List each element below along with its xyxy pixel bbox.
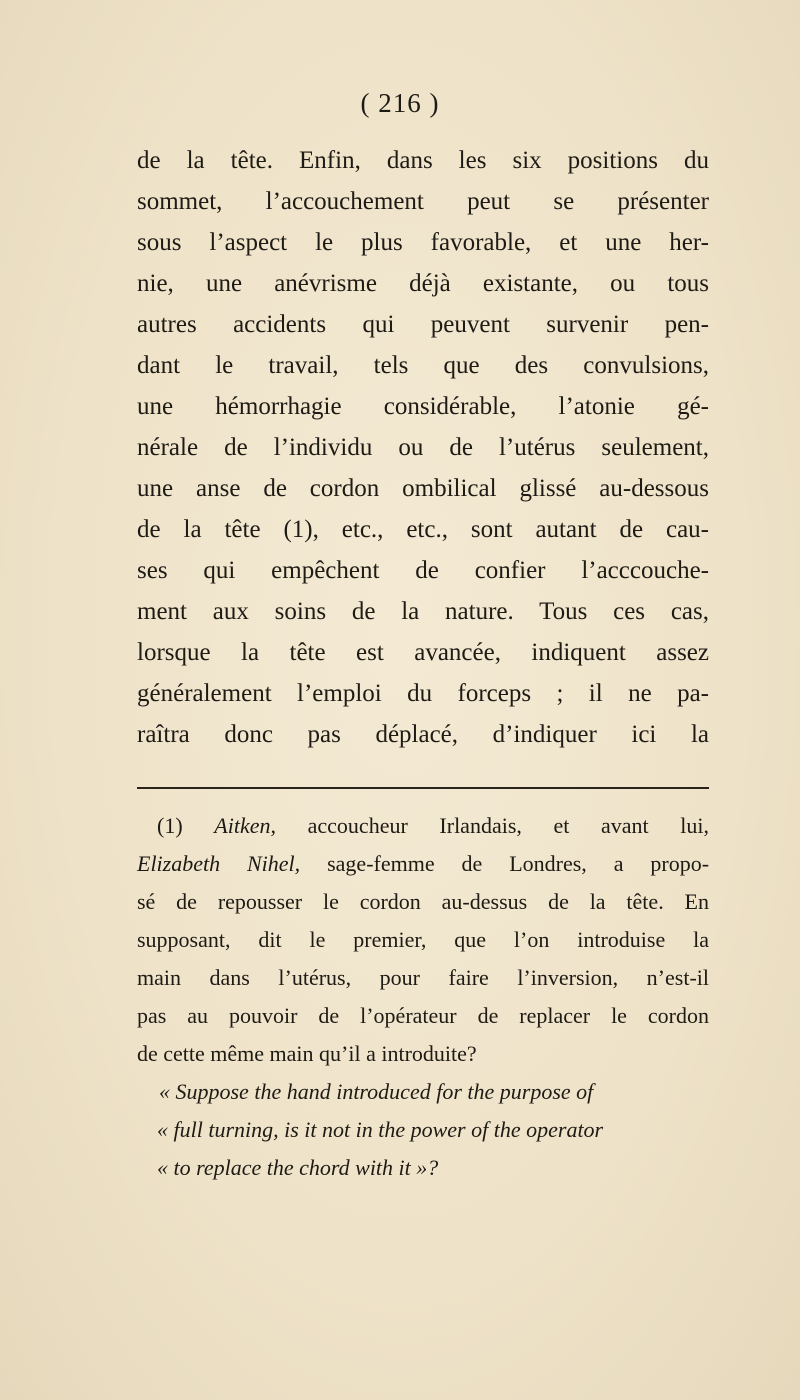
- footnote-line: de cette même main qu’il a introduite?: [137, 1041, 477, 1066]
- text-line: une hémorrhagie considérable, l’atonie gé-: [137, 393, 709, 420]
- text-line: nérale de l’individu ou de l’utérus seulement,: [137, 434, 709, 461]
- text-line: ment aux soins de la nature. Tous ces cas,: [137, 598, 709, 625]
- text-line: de la tête (1), etc., etc., sont autant de cau-: [137, 516, 709, 543]
- text-line: lorsque la tête est avancée, indiquent assez: [137, 639, 709, 666]
- text-line: autres accidents qui peuvent survenir pen-: [137, 311, 709, 338]
- text-line: nie, une anévrisme déjà existante, ou tous: [137, 270, 709, 297]
- footnote-author: Aitken,: [214, 813, 276, 838]
- text-line: une anse de cordon ombilical glissé au-dessous: [137, 475, 709, 502]
- text-line: sous l’aspect le plus favorable, et une her-: [137, 229, 709, 256]
- footnote-text: accoucheur Irlandais, et avant lui,: [307, 813, 710, 838]
- footnote-line: sé de repousser le cordon au-dessus de la tête. En: [137, 889, 709, 914]
- text-line: raîtra donc pas déplacé, d’indiquer ici la: [137, 721, 709, 748]
- page-number: ( 216 ): [360, 88, 440, 118]
- footnote-block: [137, 807, 709, 1187]
- footnote-author: Elizabeth Nihel,: [137, 851, 301, 876]
- footnote-marker: (1): [157, 813, 183, 838]
- footnote-divider: [137, 787, 709, 789]
- footnote-line: supposant, dit le premier, que l’on introduise la: [137, 927, 709, 952]
- text-line: sommet, l’accouchement peut se présenter: [137, 188, 709, 215]
- footnote-line: pas au pouvoir de l’opérateur de replacer le cordon: [137, 1003, 709, 1028]
- footnote-quote-line: « Suppose the hand introduced for the purpose of: [159, 1079, 594, 1104]
- footnote-line: [137, 807, 709, 845]
- footnote-text: sage-femme de Londres, a propo-: [327, 851, 710, 876]
- footnote-line: [137, 845, 709, 883]
- footnote-line: main dans l’utérus, pour faire l’inversion, n’est-il: [137, 965, 709, 990]
- footnote-quote-line: « to replace the chord with it »?: [157, 1155, 439, 1180]
- footnote-quote-line: « full turning, is it not in the power of the operator: [157, 1117, 604, 1142]
- main-text-block: [137, 140, 709, 755]
- text-line: dant le travail, tels que des convulsions,: [137, 352, 709, 379]
- text-line: généralement l’emploi du forceps ; il ne pa-: [137, 680, 709, 707]
- text-line: ses qui empêchent de confier l’acccouche-: [137, 557, 709, 584]
- text-line: de la tête. Enfin, dans les six positions du: [137, 147, 709, 174]
